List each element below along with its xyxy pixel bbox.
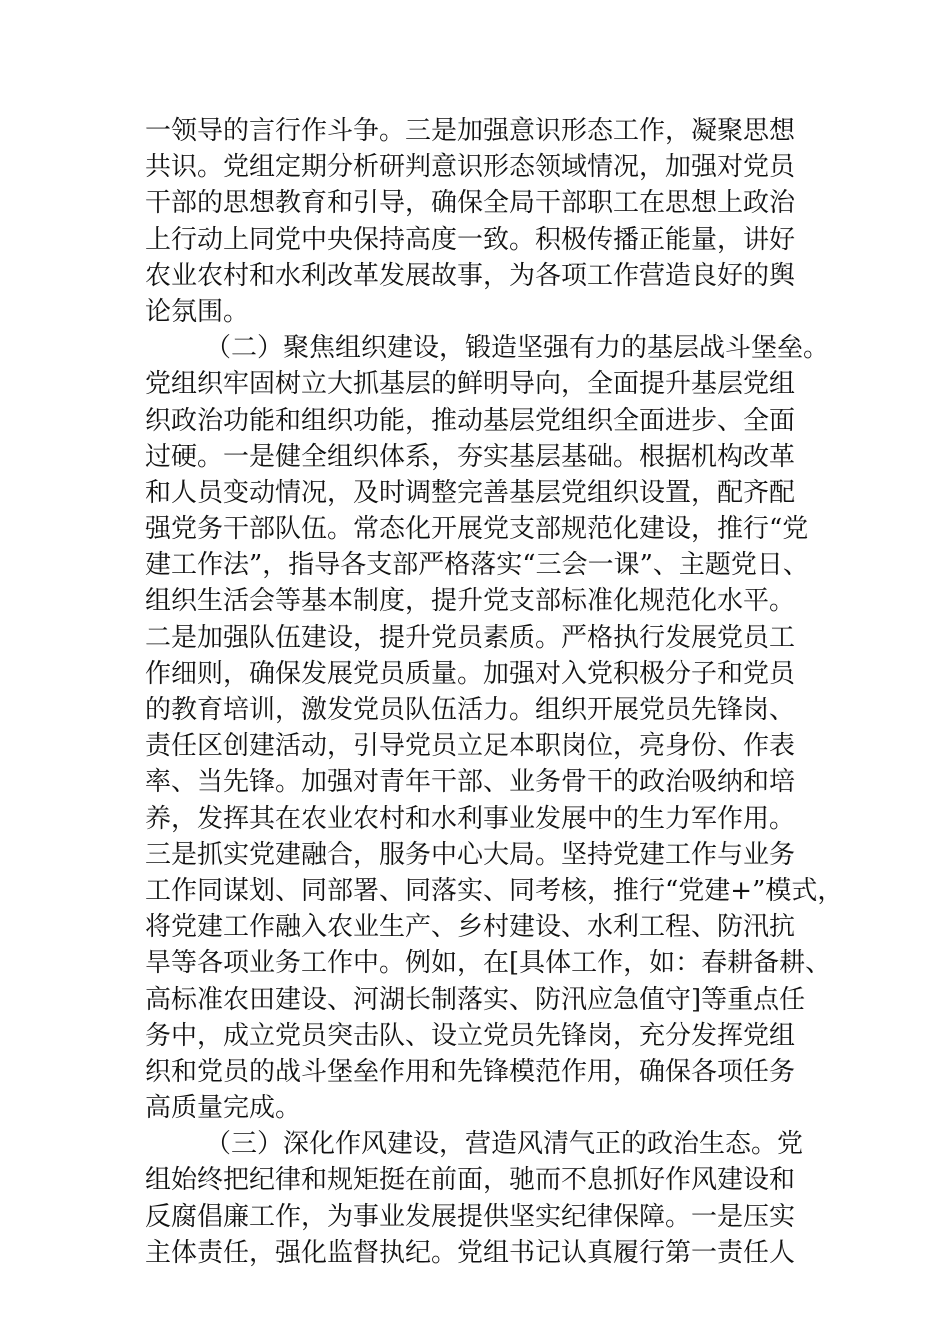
text-line: 高标准农田建设、河湖长制落实、防汛应急值守]等重点任 [145,984,806,1015]
text-line: 务中，成立党员突击队、设立党员先锋岗，充分发挥党组 [145,1020,796,1051]
text-line: 织和党员的战斗堡垒作用和先锋模范作用，确保各项任务 [145,1056,796,1087]
text-line: 建工作法”，指导各支部严格落实“三会一课”、主题党日、 [145,550,809,581]
text-line: 二是加强队伍建设，提升党员素质。严格执行发展党员工 [145,622,796,653]
text-line: 共识。党组定期分析研判意识形态领域情况，加强对党员 [145,152,796,183]
text-line: 上行动上同党中央保持高度一致。积极传播正能量，讲好 [145,224,796,255]
text-line: 旱等各项业务工作中。例如，在[具体工作，如：春耕备耕、 [145,948,832,979]
text-line: 组始终把纪律和规矩挺在前面，驰而不息抓好作风建设和 [145,1165,796,1196]
text-line: 三是抓实党建融合，服务中心大局。坚持党建工作与业务 [145,839,796,870]
text-line: 作细则，确保发展党员质量。加强对入党积极分子和党员 [145,658,796,689]
text-line: 强党务干部队伍。常态化开展党支部规范化建设，推行“党 [145,514,809,545]
text-line: 和人员变动情况，及时调整完善基层党组织设置，配齐配 [145,477,796,508]
text-line: 反腐倡廉工作，为事业发展提供坚实纪律保障。一是压实 [145,1201,796,1232]
text-line: 养，发挥其在农业农村和水利事业发展中的生力军作用。 [145,803,796,834]
text-line: 工作同谋划、同部署、同落实、同考核，推行“党建+”模式， [145,875,844,906]
text-line: 的教育培训，激发党员队伍活力。组织开展党员先锋岗、 [145,695,796,725]
text-line: 过硬。一是健全组织体系，夯实基层基础。根据机构改革 [145,441,796,472]
section-heading-2: （二）聚焦组织建设，锻造坚强有力的基层战斗堡垒。 [205,333,830,364]
text-line: 高质量完成。 [145,1093,302,1124]
section-heading-3: （三）深化作风建设，营造风清气正的政治生态。党 [205,1129,804,1160]
text-line: 主体责任，强化监督执纪。党组书记认真履行第一责任人 [145,1237,796,1268]
text-line: 将党建工作融入农业生产、乡村建设、水利工程、防汛抗 [145,912,796,943]
text-line: 一领导的言行作斗争。三是加强意识形态工作，凝聚思想 [145,116,796,146]
text-line: 论氛围。 [145,296,250,327]
text-line: 干部的思想教育和引导，确保全局干部职工在思想上政治 [145,188,796,219]
text-line: 率、当先锋。加强对青年干部、业务骨干的政治吸纳和培 [145,767,796,798]
text-line: 责任区创建活动，引导党员立足本职岗位，亮身份、作表 [145,731,796,762]
text-line: 织政治功能和组织功能，推动基层党组织全面进步、全面 [145,405,796,436]
text-line: 党组织牢固树立大抓基层的鲜明导向，全面提升基层党组 [145,369,796,400]
body-text [145,113,844,1271]
text-line: 农业农村和水利改革发展故事，为各项工作营造良好的舆 [145,260,796,291]
text-line: 组织生活会等基本制度，提升党支部标准化规范化水平。 [145,586,796,617]
